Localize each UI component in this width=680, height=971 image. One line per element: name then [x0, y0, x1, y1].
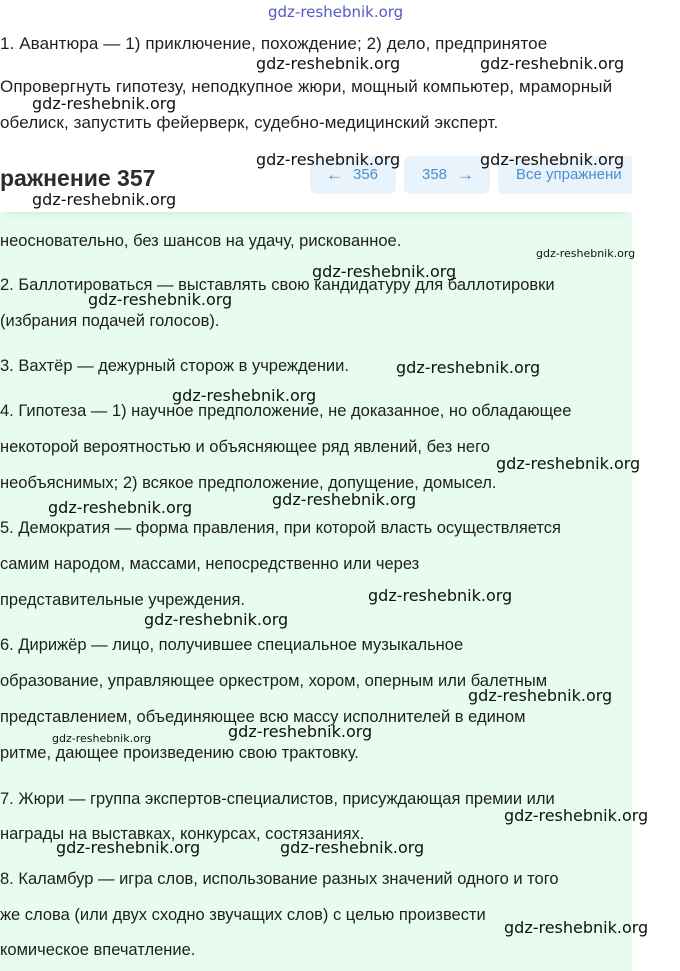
answer-line: 6. Дирижёр — лицо, получившее специальное музыкальное: [0, 636, 464, 654]
answer-line: 8. Каламбур — игра слов, использование разных значений одного и того: [0, 870, 559, 888]
watermark: gdz-reshebnik.org: [52, 732, 152, 745]
answer-line: образование, управляющее оркестром, хором, оперным или балетным: [0, 672, 548, 690]
answer-line: ритме, дающее произведению свою трактовку.: [0, 744, 359, 762]
answer-line: представлением, объединяющее всю массу исполнителей в едином: [0, 708, 526, 726]
answer-line: награды на выставках, конкурсах, состязаниях.: [0, 825, 365, 843]
answer-line: 4. Гипотеза — 1) научное предположение, не доказанное, но обладающее: [0, 402, 572, 420]
answer-line: самим народом, массами, непосредственно или через: [0, 555, 420, 573]
answer-line: же слова (или двух сходно звучащих слов) с целью произвести: [0, 906, 486, 924]
watermark: gdz-reshebnik.org: [228, 722, 373, 741]
watermark: gdz-reshebnik.org: [396, 358, 541, 377]
watermark: gdz-reshebnik.org: [504, 918, 649, 937]
watermark: gdz-reshebnik.org: [272, 490, 417, 509]
watermark: gdz-reshebnik.org: [496, 454, 641, 473]
answer-line: 3. Вахтёр — дежурный сторож в учреждении.: [0, 357, 349, 375]
answer-line: 5. Демократия — форма правления, при которой власть осуществляется: [0, 519, 561, 537]
text-line: 1. Авантюра — 1) приключение, похождение; 2) дело, предпринятое: [0, 34, 548, 53]
arrow-left-icon: ←: [326, 165, 343, 184]
answer-line: 7. Жюри — группа экспертов-специалистов, присуждающая премии или: [0, 790, 555, 808]
answer-line: 2. Баллотироваться — выставлять свою кандидатуру для баллотировки: [0, 276, 555, 294]
watermark: gdz-reshebnik.org: [32, 190, 177, 209]
answer-line: необъяснимых; 2) всякое предположение, допущение, домысел.: [0, 474, 497, 492]
next-exercise-button[interactable]: [404, 156, 490, 194]
watermark: gdz-reshebnik.org: [468, 686, 613, 705]
watermark: gdz-reshebnik.org: [256, 150, 401, 169]
exercise-title: ражнение 357: [0, 165, 156, 191]
watermark: gdz-reshebnik.org: [56, 838, 201, 857]
watermark: gdz-reshebnik.org: [256, 54, 401, 73]
answer-line: представительные учреждения.: [0, 591, 245, 609]
text-line: Опровергнуть гипотезу, неподкупное жюри, мощный компьютер, мраморный: [0, 77, 613, 96]
watermark: gdz-reshebnik.org: [280, 838, 425, 857]
watermark: gdz-reshebnik.org: [536, 247, 636, 260]
next-exercise-label: 358: [422, 166, 448, 183]
watermark: gdz-reshebnik.org: [268, 3, 404, 21]
watermark: gdz-reshebnik.org: [504, 806, 649, 825]
watermark: gdz-reshebnik.org: [480, 54, 625, 73]
all-exercises-label: Все упражнени: [516, 166, 622, 183]
watermark: gdz-reshebnik.org: [32, 94, 177, 113]
watermark: gdz-reshebnik.org: [312, 262, 457, 281]
prev-exercise-label: 356: [353, 166, 379, 183]
answer-line: комическое впечатление.: [0, 941, 196, 959]
arrow-right-icon: →: [457, 165, 474, 184]
answer-line: неосновательно, без шансов на удачу, рискованное.: [0, 232, 402, 250]
watermark: gdz-reshebnik.org: [480, 150, 625, 169]
answer-line: (избрания подачей голосов).: [0, 312, 220, 330]
watermark: gdz-reshebnik.org: [48, 498, 193, 517]
watermark: gdz-reshebnik.org: [88, 290, 233, 309]
text-line: обелиск, запустить фейерверк, судебно-медицинский эксперт.: [0, 113, 499, 132]
answer-line: некоторой вероятностью и объясняющее ряд явлений, без него: [0, 438, 490, 456]
watermark: gdz-reshebnik.org: [172, 386, 317, 405]
watermark: gdz-reshebnik.org: [144, 610, 289, 629]
watermark: gdz-reshebnik.org: [368, 586, 513, 605]
